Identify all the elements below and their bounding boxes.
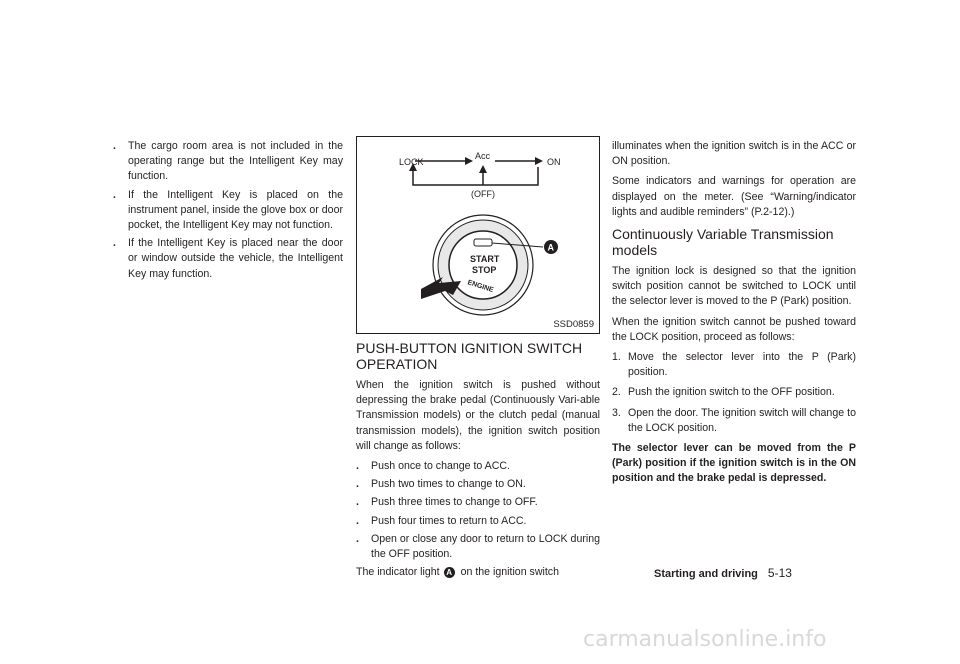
figure-code: SSD0859 <box>553 319 594 330</box>
bullet-dot: . <box>356 514 359 527</box>
bullet-dot: . <box>356 496 359 509</box>
bullet-item <box>113 188 343 234</box>
numbered-step <box>612 406 856 436</box>
callout-a-label: A <box>547 242 554 253</box>
step-text: Push the ignition switch to the OFF position. <box>628 386 835 399</box>
paragraph: illuminates when the ignition switch is in the ACC or ON position. <box>612 140 856 168</box>
section-heading: PUSH-BUTTON IGNITION SWITCH OPERATION <box>356 340 583 372</box>
bullet-text: Push four times to return to ACC. <box>371 514 527 527</box>
indicator-light-icon <box>474 239 492 246</box>
bullet-dot: . <box>356 460 359 473</box>
bullet-text: If the Intelligent Key is placed on the instrument panel, inside the glove box or door pocket, the Intelligent Key may not function. <box>128 188 343 232</box>
bullet-item <box>113 236 343 282</box>
bullet-item <box>356 459 600 474</box>
on-label: ON <box>547 157 561 167</box>
bullet-text: Push three times to change to OFF. <box>371 496 538 509</box>
intro-paragraph: When the ignition switch is pushed without depressing the brake pedal (Continuously Vari-able Transmission models) or the clutch pedal (manual transmission models), the ignition switch position will change as follows: <box>356 379 600 452</box>
lock-label: LOCK <box>399 157 424 167</box>
off-label: (OFF) <box>471 189 495 199</box>
arrowhead-icon <box>535 157 543 165</box>
paragraph: The ignition lock is designed so that the ignition switch position cannot be switched to LOCK until the selector lever is moved to the P (Park) position. <box>612 265 856 308</box>
section-heading: Continuously Variable Transmission models <box>612 226 834 259</box>
numbered-step <box>612 385 856 400</box>
section-name: Starting and driving <box>654 568 758 580</box>
bullet-item <box>356 514 600 529</box>
step-number: 1. <box>612 351 621 364</box>
arrowhead-icon <box>465 157 473 165</box>
step-number: 3. <box>612 406 621 419</box>
bullet-item <box>113 139 343 185</box>
bullet-text: If the Intelligent Key is placed near the door or window outside the vehicle, the Intelligent Key may function. <box>128 237 343 280</box>
step-text: Move the selector lever into the P (Park) position. <box>628 351 856 379</box>
bullet-text: Push once to change to ACC. <box>371 460 510 473</box>
bullet-text: Push two times to change to ON. <box>371 478 526 491</box>
page-number: 5-13 <box>767 566 792 580</box>
paragraph: Some indicators and warnings for operation are displayed on the meter. (See “Warning/indicator lights and audible reminders” (P.2-12).) <box>612 175 856 218</box>
page-footer <box>654 566 792 582</box>
engine-text: ENGINE <box>466 279 495 295</box>
bullet-text: Open or close any door to return to LOCK during the OFF position. <box>371 532 600 561</box>
bullet-dot: . <box>113 188 116 201</box>
bullet-item <box>356 495 600 510</box>
left-column <box>113 139 343 285</box>
ignition-switch-figure <box>356 136 600 334</box>
bullet-dot: . <box>113 140 116 152</box>
bullet-dot: . <box>113 237 116 250</box>
stop-text: STOP <box>472 265 497 275</box>
watermark: carmanualsonline.info <box>583 627 827 652</box>
bullet-dot: . <box>356 532 359 545</box>
numbered-step <box>612 350 856 380</box>
indicator-sentence <box>356 565 600 580</box>
ignition-diagram <box>357 137 599 333</box>
acc-label: Acc <box>475 151 491 161</box>
right-column <box>612 139 856 492</box>
indicator-text-post: on the ignition switch <box>460 566 559 579</box>
bullet-dot: . <box>356 478 359 491</box>
bullet-item <box>356 532 600 562</box>
bullet-item <box>356 477 600 492</box>
arrowhead-icon <box>479 165 487 173</box>
step-number: 2. <box>612 386 621 399</box>
bold-note: The selector lever can be moved from the P (Park) position if the ignition switch is in the ON position and the brake pedal is depressed. <box>612 442 856 485</box>
bullet-text: The cargo room area is not included in the operating range but the Intelligent Key may function. <box>128 140 343 183</box>
step-text: Open the door. The ignition switch will change to the LOCK position. <box>628 406 856 434</box>
start-text: START <box>470 254 500 264</box>
callout-a-icon: A <box>444 567 455 578</box>
indicator-text-pre: The indicator light <box>356 566 440 579</box>
return-to-lock-line <box>413 167 538 185</box>
paragraph: When the ignition switch cannot be pushed toward the LOCK position, proceed as follows: <box>612 315 856 343</box>
middle-column <box>356 139 600 585</box>
